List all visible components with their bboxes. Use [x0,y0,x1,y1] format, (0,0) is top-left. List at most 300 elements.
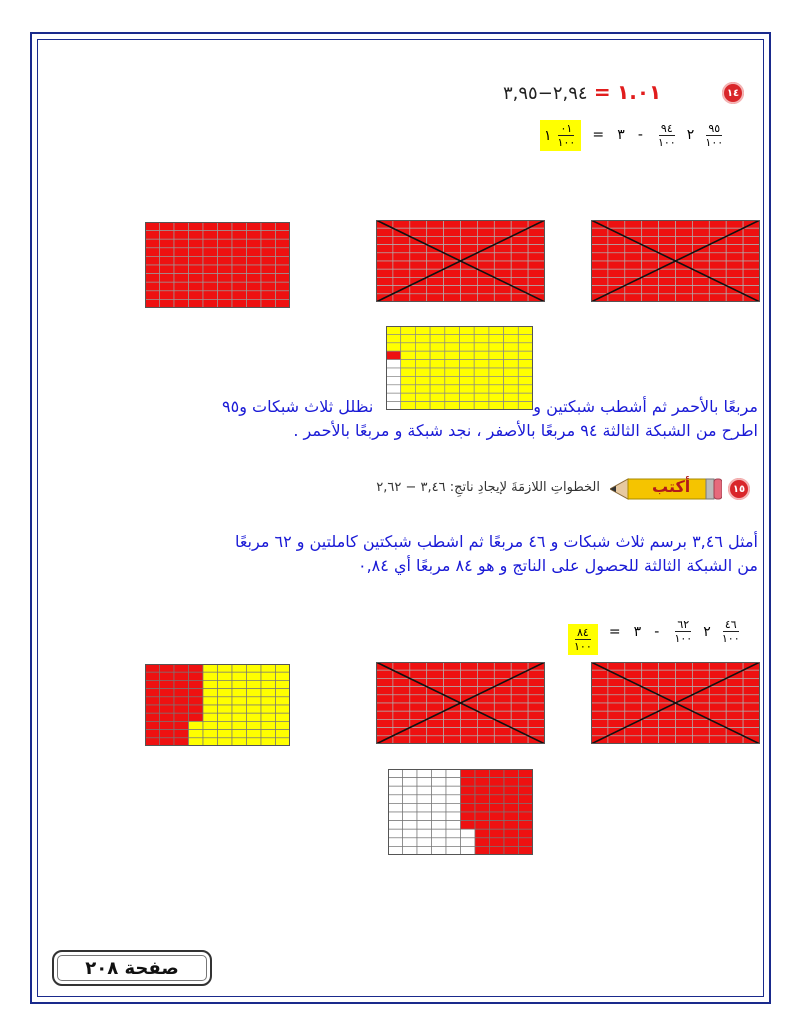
grid-cell [477,736,494,744]
grid-cell [475,829,490,838]
minuend-fraction: $\frac{٩٥}{١٠٠}$ [705,121,724,149]
grid-cell [504,343,519,351]
grid-cell [504,769,519,778]
grid-cell [591,687,608,695]
grid-cell [608,703,625,711]
grid-cell [461,719,478,727]
grid-cell [410,220,427,228]
grid-cell [642,220,659,228]
grid-cell [494,261,511,269]
grid-cell [676,220,693,228]
grid-cell [692,294,709,302]
grid-cell [591,719,608,727]
grid-cell [376,695,393,703]
grid-cell [444,294,461,302]
grid-cell [203,282,218,291]
grid-cell [261,721,276,729]
grid-cell [430,368,445,376]
grid-cell [511,695,528,703]
grid-cell [247,672,262,680]
grid-cell [376,719,393,727]
grid-cell [189,256,204,265]
grid-cell [376,670,393,678]
grid-cell [528,678,545,686]
grid-cell [445,351,460,359]
grid-cell [218,664,233,672]
problem-14-answer: ١.٠١ [617,80,662,104]
grid-cell [376,687,393,695]
grid-cell [676,678,693,686]
grid-cell [642,277,659,285]
grid-cell [461,803,476,812]
grid-cell [504,838,519,847]
grid-cell [247,299,262,308]
grid-cell [692,220,709,228]
equals-sign: = [593,80,611,104]
grid-cell [218,697,233,705]
grid-cell [444,277,461,285]
grid-cell [410,228,427,236]
grid-cell [388,846,403,855]
grid-cell [145,721,160,729]
grid-cell [393,294,410,302]
grid-cell [232,299,247,308]
grid-cell [709,294,726,302]
grid-cell [519,769,534,778]
grid-cell [386,385,401,393]
grid-cell [528,228,545,236]
grid-cell [415,385,430,393]
grid-cell [511,662,528,670]
grid-cell [410,670,427,678]
grid-cell [608,236,625,244]
grid-cell [388,838,403,847]
grid-cell [625,670,642,678]
grid-cell [174,664,189,672]
grid-cell [642,294,659,302]
grid-cell [444,711,461,719]
grid-cell [218,256,233,265]
grid-cell [528,687,545,695]
grid-cell [376,286,393,294]
grid-cell [625,736,642,744]
grid-cell [261,282,276,291]
grid-cell [608,261,625,269]
grid-cell [174,291,189,300]
grid-cell [145,282,160,291]
grid-cell [625,711,642,719]
problem-14-expression: ٢,٩٤ [552,83,588,104]
grid-cell [519,821,534,830]
grid-cell [446,786,461,795]
grid-cell [504,351,519,359]
grid-cell [232,713,247,721]
grid-cell [608,269,625,277]
grid-cell [642,678,659,686]
grid-cell [676,236,693,244]
grid-cell [625,220,642,228]
grid-cell [189,713,204,721]
grid-cell [276,721,291,729]
grid-cell [393,269,410,277]
grid-cell [417,795,432,804]
grid-cell [490,769,505,778]
grid-cell [676,719,693,727]
grid-cell [676,711,693,719]
grid-cell [432,812,447,821]
grid-cell [591,678,608,686]
grid-cell [528,695,545,703]
grid-cell [388,769,403,778]
grid-cell [145,680,160,688]
grid-cell [376,228,393,236]
grid-cell [692,253,709,261]
grid-cell [608,678,625,686]
grid-cell [276,738,291,746]
grid-cell [511,294,528,302]
grid-cell [625,294,642,302]
grid-cell [232,274,247,283]
grid-cell [460,343,475,351]
grid-cell [145,274,160,283]
grid-cell [432,778,447,787]
grid-cell [659,711,676,719]
grid-cell [189,672,204,680]
grid-cell [709,687,726,695]
grid-cell [709,253,726,261]
grid-cell [528,711,545,719]
grid-cell [659,736,676,744]
grid-cell [461,769,476,778]
grid-cell [218,680,233,688]
grid-cell [461,286,478,294]
grid-cell [528,277,545,285]
grid-cell [401,368,416,376]
grid-cell [174,705,189,713]
grid-cell [376,236,393,244]
grid-cell [642,728,659,736]
grid-cell [145,705,160,713]
grid-cell [489,376,504,384]
grid-cell [189,705,204,713]
grid-cell [446,846,461,855]
grid-cell [386,368,401,376]
grid-cell [261,680,276,688]
grid-cell [518,360,533,368]
grid-cell [232,291,247,300]
grid-cell [432,803,447,812]
grid-cell [625,253,642,261]
grid-cell [489,368,504,376]
grid-cell [676,736,693,744]
grid-cell [474,343,489,351]
grid-cell [659,277,676,285]
grid-cell [446,795,461,804]
grid-cell [432,846,447,855]
grid-cell [461,786,476,795]
grid-cell [743,228,760,236]
grid-cell [494,711,511,719]
grid-cell [460,376,475,384]
grid-cell [743,719,760,727]
grid-cell [145,738,160,746]
grid-cell [659,670,676,678]
grid-cell [676,294,693,302]
grid-cell [393,236,410,244]
grid-cell [376,253,393,261]
grid-cell [591,269,608,277]
grid-cell [232,265,247,274]
grid-cell [376,678,393,686]
grid-cell [625,245,642,253]
grid-cell [261,274,276,283]
grid-cell [160,291,175,300]
grid-cell [388,778,403,787]
grid-cell [189,689,204,697]
grid-cell [676,228,693,236]
grid-cell [393,220,410,228]
grid-cell [676,269,693,277]
grid-cell [430,385,445,393]
grid-cell [427,678,444,686]
grid-cell [247,274,262,283]
grid-cell [401,343,416,351]
grid-cell [160,713,175,721]
grid-cell [504,812,519,821]
grid-cell [417,821,432,830]
grid-cell [743,269,760,277]
grid-cell [189,697,204,705]
grid-cell [676,286,693,294]
grid-cell [490,829,505,838]
grid-cell [393,687,410,695]
grid-cell [427,277,444,285]
grid-cell [276,730,291,738]
grid-cell [247,721,262,729]
grid-cell [376,269,393,277]
grid-cell [261,231,276,240]
grid-cell [145,713,160,721]
grid-cell [692,662,709,670]
grid-cell [625,269,642,277]
grid-cell [160,274,175,283]
grid-cell [145,248,160,257]
problem-15-prompt: الخطواتِ اللازمَةَ لإيجادِ ناتجِ: ٣,٤٦ − ٢,٦٢ [376,480,600,495]
grid-cell [743,687,760,695]
grid-cell [591,253,608,261]
grid-cell [504,803,519,812]
grid-cell [608,220,625,228]
grid-cell [401,376,416,384]
grid-cell [145,664,160,672]
grid-cell [518,334,533,342]
grid-cell [276,689,291,697]
grid-cell [403,829,418,838]
grid-cell [726,662,743,670]
grid-cell [474,334,489,342]
grid-cell [444,687,461,695]
grid-cell [461,662,478,670]
grid-cell [174,713,189,721]
grid-cell [247,222,262,231]
grid-cell [511,678,528,686]
pencil-icon [610,476,722,502]
grid-cell [247,697,262,705]
grid-cell [709,736,726,744]
grid-cell [511,277,528,285]
grid-cell [432,821,447,830]
grid-cell [393,277,410,285]
grid-cell [203,664,218,672]
grid-cell [427,670,444,678]
grid-cell [659,662,676,670]
grid-cell [261,738,276,746]
grid-cell [174,248,189,257]
grid-cell [494,703,511,711]
grid-cell [261,672,276,680]
problem-15-fraction-line: $\frac{٨٤}{١٠٠}$ = ٢ $\frac{٦٢}{١٠٠}$ - ٣ $\frac{٤٦}{١٠٠}$ [568,618,744,655]
grid-cell [189,239,204,248]
grid-cell [709,261,726,269]
grid-crossed-out-1 [376,220,545,302]
grid-cell [494,286,511,294]
grid-cell [608,687,625,695]
grid-cell [642,719,659,727]
grid-cell [475,812,490,821]
grid-cell [218,274,233,283]
grid-cell [203,222,218,231]
grid-cell [504,360,519,368]
grid-cell [461,736,478,744]
grid-cell [726,261,743,269]
grid-cell [393,719,410,727]
grid-cell [145,689,160,697]
grid-cell [591,286,608,294]
grid-cell [511,220,528,228]
grid-cell [247,231,262,240]
grid-cell [261,291,276,300]
grid-cell [477,220,494,228]
grid-cell [388,803,403,812]
grid-cell [427,261,444,269]
grid-cell [475,803,490,812]
grid-cell [444,286,461,294]
problem-15-header [250,476,750,506]
grid-cell [247,680,262,688]
grid-cell [388,786,403,795]
grid-cell [608,245,625,253]
grid-cell [445,360,460,368]
grid-cell [403,769,418,778]
grid-cell [410,703,427,711]
grid-cell [474,368,489,376]
grid-cell [625,228,642,236]
grid-cell [376,728,393,736]
grid-cell [160,680,175,688]
grid-cell [160,299,175,308]
grid-cell [494,269,511,277]
grid-cell [427,695,444,703]
grid-cell [430,326,445,334]
grid-cell [743,728,760,736]
grid-cell [494,228,511,236]
grid-cell [528,703,545,711]
grid-cell [415,334,430,342]
grid-cell [709,228,726,236]
grid-cell [410,253,427,261]
grid-cell [444,670,461,678]
grid-cell [676,728,693,736]
grid-cell [743,253,760,261]
grid-cell [642,695,659,703]
grid-cell [247,291,262,300]
grid-red-yellow-mixed [145,664,290,746]
grid-cell [218,248,233,257]
grid-cell [189,282,204,291]
grid-cell [203,291,218,300]
grid-cell [261,239,276,248]
grid-cell [393,703,410,711]
grid-cell [642,253,659,261]
grid-cell [528,253,545,261]
grid-cell [444,245,461,253]
grid-cell [642,228,659,236]
grid-cell [203,705,218,713]
problem-14-explanation: مربعًا بالأحمر ثم أشطب شبكتين و نظلل ثلاث شبكات و٩٥ اطرح من الشبكة الثالثة ٩٤ مربعًا بالأصفر ، نجد شبكة و مربعًا بالأحمر . [222,397,758,440]
grid-cell [203,672,218,680]
grid-cell [676,662,693,670]
grid-cell [247,265,262,274]
grid-cell [692,728,709,736]
grid-cell [726,678,743,686]
grid-cell [475,846,490,855]
grid-crossed-out-3 [376,662,545,744]
problem-14-fraction-line: ١ $\frac{٠١}{١٠٠}$ = ٢ $\frac{٩٤}{١٠٠}$ - ٣ $\frac{٩٥}{١٠٠}$ [540,120,727,151]
grid-cell [692,678,709,686]
grid-cell [489,351,504,359]
grid-cell [591,703,608,711]
grid-cell [232,705,247,713]
grid-cell [445,368,460,376]
grid-cell [276,705,291,713]
grid-cell [189,299,204,308]
grid-cell [477,719,494,727]
grid-cell [393,695,410,703]
grid-cell [232,672,247,680]
grid-cell [261,664,276,672]
grid-cell [386,376,401,384]
subtrahend-fraction: $\frac{٩٤}{١٠٠}$ [657,121,676,149]
grid-cell [261,705,276,713]
grid-cell [726,687,743,695]
page-number-label: صفحة ٢٠٨ [85,957,179,979]
grid-cell [591,711,608,719]
grid-cell [659,245,676,253]
grid-cell [403,786,418,795]
grid-cell [403,821,418,830]
grid-cell [174,222,189,231]
grid-cell [427,703,444,711]
grid-cell [709,662,726,670]
grid-cell [410,269,427,277]
grid-cell [417,778,432,787]
grid-cell [676,670,693,678]
grid-cell [410,711,427,719]
grid-cell [477,703,494,711]
grid-cell [518,385,533,393]
grid-cell [232,239,247,248]
grid-cell [676,245,693,253]
